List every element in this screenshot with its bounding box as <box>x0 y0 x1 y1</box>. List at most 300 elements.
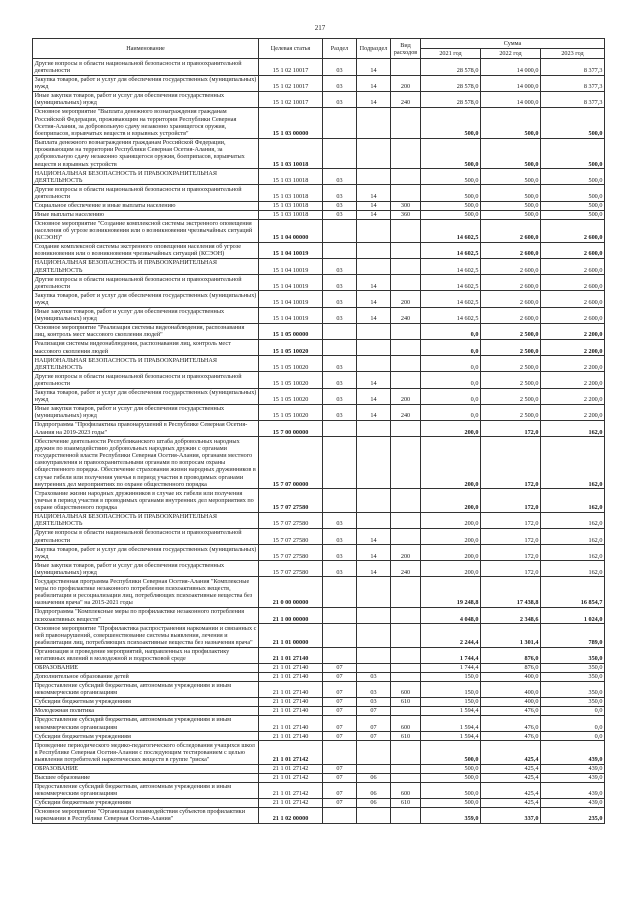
section-cell <box>323 807 357 823</box>
table-row <box>33 608 605 624</box>
amount-2022-cell: 476,0 <box>481 715 541 731</box>
target-article-cell: 15 1 03 10018 <box>259 185 323 201</box>
name-cell: Социальное обеспечение и иные выплаты населению <box>33 201 259 210</box>
amount-2022-cell: 172,0 <box>481 437 541 489</box>
amount-2021-cell: 500,0 <box>421 210 481 219</box>
subsection-cell <box>357 219 391 242</box>
name-cell: Закупка товаров, работ и услуг для обеспечения государственных (муниципальных) нужд <box>33 291 259 307</box>
subsection-cell <box>357 437 391 489</box>
amount-2023-cell: 500,0 <box>541 201 605 210</box>
name-cell: Проведение периодического медико-педагогического обследования учащихся школ в Республике Северная Осетия-Алания с последующим тестированием с целью выявления потребителей наркотических веществ в группе "риска" <box>33 741 259 764</box>
subsection-cell <box>357 624 391 647</box>
target-article-cell: 15 7 07 27580 <box>259 528 323 544</box>
amount-2023-cell: 500,0 <box>541 107 605 138</box>
amount-2021-cell: 1 594,4 <box>421 732 481 741</box>
name-cell: Выплата денежного вознаграждения гражданам Российской Федерации, проживающим на территории Республики Северная Осетия-Алания, за добровольную сдачу незаконно хранящегося оружия, боеприпасов, взрывчатых веществ и взрывных устройств <box>33 138 259 169</box>
amount-2023-cell: 2 200,0 <box>541 340 605 356</box>
section-cell: 03 <box>323 528 357 544</box>
amount-2021-cell: 500,0 <box>421 764 481 773</box>
name-cell: Субсидии бюджетным учреждениям <box>33 798 259 807</box>
section-cell: 07 <box>323 782 357 798</box>
amount-2021-cell: 500,0 <box>421 169 481 185</box>
table-row <box>33 138 605 169</box>
name-cell: Закупка товаров, работ и услуг для обеспечения государственных (муниципальных) нужд <box>33 545 259 561</box>
section-cell: 07 <box>323 698 357 707</box>
section-cell: 03 <box>323 169 357 185</box>
amount-2022-cell: 500,0 <box>481 185 541 201</box>
subsection-cell: 06 <box>357 773 391 782</box>
expense-type-cell <box>391 59 421 75</box>
target-article-cell: 15 7 07 27580 <box>259 561 323 577</box>
table-row <box>33 577 605 608</box>
table-row <box>33 219 605 242</box>
subsection-cell: 14 <box>357 388 391 404</box>
amount-2021-cell: 14 602,5 <box>421 275 481 291</box>
target-article-cell: 21 1 01 27142 <box>259 773 323 782</box>
amount-2023-cell: 2 600,0 <box>541 275 605 291</box>
subsection-cell: 07 <box>357 732 391 741</box>
target-article-cell: 15 1 04 00000 <box>259 219 323 242</box>
expense-type-cell: 610 <box>391 732 421 741</box>
subsection-cell <box>357 764 391 773</box>
table-row <box>33 201 605 210</box>
subsection-cell <box>357 138 391 169</box>
expense-type-cell: 240 <box>391 307 421 323</box>
amount-2022-cell: 2 600,0 <box>481 291 541 307</box>
expense-type-cell <box>391 138 421 169</box>
amount-2023-cell: 2 200,0 <box>541 388 605 404</box>
subsection-cell <box>357 107 391 138</box>
table-row <box>33 741 605 764</box>
subsection-cell: 14 <box>357 91 391 107</box>
subsection-cell <box>357 608 391 624</box>
amount-2021-cell: 0,0 <box>421 372 481 388</box>
expense-type-cell: 240 <box>391 404 421 420</box>
name-cell: Высшее образование <box>33 773 259 782</box>
amount-2022-cell: 172,0 <box>481 561 541 577</box>
expense-type-cell <box>391 577 421 608</box>
section-cell: 03 <box>323 356 357 372</box>
section-cell: 03 <box>323 307 357 323</box>
subsection-cell: 07 <box>357 715 391 731</box>
amount-2022-cell: 2 500,0 <box>481 388 541 404</box>
target-article-cell: 15 1 02 10017 <box>259 91 323 107</box>
name-cell: Страхование жизни народных дружинников в случае их гибели или получения увечья в период участия в проводимых органами внутренних дел мероприятиях по охране общественного порядка <box>33 489 259 512</box>
name-cell: Создание комплексной системы экстренного оповещения населения об угрозе возникновения или о возникновении чрезвычайных ситуаций (КСЭОН) <box>33 242 259 258</box>
amount-2023-cell: 8 377,3 <box>541 75 605 91</box>
table-row <box>33 782 605 798</box>
amount-2022-cell: 17 438,8 <box>481 577 541 608</box>
table-row <box>33 388 605 404</box>
amount-2023-cell: 2 600,0 <box>541 242 605 258</box>
table-row <box>33 647 605 663</box>
amount-2021-cell: 0,0 <box>421 356 481 372</box>
amount-2021-cell: 1 744,4 <box>421 647 481 663</box>
target-article-cell: 15 7 07 00000 <box>259 437 323 489</box>
amount-2022-cell: 425,4 <box>481 798 541 807</box>
amount-2021-cell: 359,0 <box>421 807 481 823</box>
amount-2023-cell: 439,0 <box>541 741 605 764</box>
target-article-cell: 15 1 04 10019 <box>259 275 323 291</box>
table-row <box>33 545 605 561</box>
name-cell: Другие вопросы в области национальной безопасности и правоохранительной деятельности <box>33 372 259 388</box>
amount-2022-cell: 2 500,0 <box>481 356 541 372</box>
target-article-cell: 15 1 03 10018 <box>259 169 323 185</box>
amount-2022-cell: 1 301,4 <box>481 624 541 647</box>
name-cell: Закупка товаров, работ и услуг для обеспечения государственных (муниципальных) нужд <box>33 75 259 91</box>
target-article-cell: 15 7 07 27580 <box>259 489 323 512</box>
table-header <box>33 39 605 59</box>
expense-type-cell <box>391 489 421 512</box>
target-article-cell: 15 7 07 27580 <box>259 512 323 528</box>
amount-2021-cell: 200,0 <box>421 489 481 512</box>
name-cell: Основное мероприятие "Выплата денежного вознаграждения гражданам Российской Федерации, проживающим на территории Республики Северная Осетия-Алания, за добровольную сдачу незаконно хранящегося оружия, боеприпасов, взрывчатых веществ и взрывных устройств" <box>33 107 259 138</box>
subsection-cell <box>357 169 391 185</box>
amount-2022-cell: 476,0 <box>481 732 541 741</box>
amount-2022-cell: 172,0 <box>481 545 541 561</box>
table-row <box>33 732 605 741</box>
expense-type-cell <box>391 773 421 782</box>
name-cell: Иные закупки товаров, работ и услуг для обеспечения государственных (муниципальных) нужд <box>33 307 259 323</box>
header-year-2021: 2021 год <box>421 49 481 59</box>
subsection-cell <box>357 807 391 823</box>
name-cell: Основное мероприятие "Организация взаимодействия субъектов профилактики наркомании в Республике Северная Осетия-Алания" <box>33 807 259 823</box>
subsection-cell <box>357 242 391 258</box>
name-cell: Молодежная политика <box>33 706 259 715</box>
target-article-cell: 15 1 05 10020 <box>259 340 323 356</box>
table-row <box>33 624 605 647</box>
header-year-2022: 2022 год <box>481 49 541 59</box>
section-cell: 07 <box>323 715 357 731</box>
amount-2021-cell: 0,0 <box>421 404 481 420</box>
expense-type-cell <box>391 512 421 528</box>
expense-type-cell: 360 <box>391 210 421 219</box>
name-cell: Предоставление субсидий бюджетным, автономным учреждениям и иным некоммерческим организациям <box>33 782 259 798</box>
section-cell: 07 <box>323 672 357 681</box>
table-row <box>33 169 605 185</box>
name-cell: Иные закупки товаров, работ и услуг для обеспечения государственных (муниципальных) нужд <box>33 404 259 420</box>
amount-2022-cell: 425,4 <box>481 773 541 782</box>
amount-2023-cell: 8 377,3 <box>541 91 605 107</box>
amount-2023-cell: 235,0 <box>541 807 605 823</box>
name-cell: Предоставление субсидий бюджетным, автономным учреждениям и иным некоммерческим организациям <box>33 715 259 731</box>
subsection-cell: 07 <box>357 706 391 715</box>
amount-2023-cell: 16 854,7 <box>541 577 605 608</box>
subsection-cell: 14 <box>357 185 391 201</box>
target-article-cell: 21 1 01 27140 <box>259 706 323 715</box>
section-cell: 03 <box>323 185 357 201</box>
subsection-cell <box>357 512 391 528</box>
amount-2023-cell: 162,0 <box>541 561 605 577</box>
section-cell: 07 <box>323 798 357 807</box>
amount-2021-cell: 28 578,0 <box>421 59 481 75</box>
name-cell: Организация и проведение мероприятий, направленных на профилактику негативных явлений в молодежной и подростковой среде <box>33 647 259 663</box>
target-article-cell: 21 1 01 27142 <box>259 741 323 764</box>
target-article-cell: 21 1 01 27140 <box>259 663 323 672</box>
header-year-2023: 2023 год <box>541 49 605 59</box>
table-row <box>33 698 605 707</box>
target-article-cell: 21 1 01 27140 <box>259 672 323 681</box>
expense-type-cell <box>391 185 421 201</box>
subsection-cell: 14 <box>357 561 391 577</box>
amount-2022-cell: 500,0 <box>481 169 541 185</box>
amount-2021-cell: 500,0 <box>421 107 481 138</box>
amount-2023-cell: 0,0 <box>541 715 605 731</box>
subsection-cell: 06 <box>357 782 391 798</box>
amount-2023-cell: 350,0 <box>541 681 605 697</box>
target-article-cell: 15 7 00 00000 <box>259 420 323 436</box>
name-cell: Предоставление субсидий бюджетным, автономным учреждениям и иным некоммерческим организациям <box>33 681 259 697</box>
table-row <box>33 489 605 512</box>
amount-2021-cell: 14 602,5 <box>421 291 481 307</box>
expense-type-cell <box>391 624 421 647</box>
section-cell <box>323 242 357 258</box>
subsection-cell: 14 <box>357 75 391 91</box>
amount-2022-cell: 500,0 <box>481 138 541 169</box>
target-article-cell: 21 1 02 00000 <box>259 807 323 823</box>
section-cell: 07 <box>323 681 357 697</box>
section-cell <box>323 647 357 663</box>
amount-2021-cell: 14 602,5 <box>421 242 481 258</box>
amount-2021-cell: 500,0 <box>421 798 481 807</box>
name-cell: НАЦИОНАЛЬНАЯ БЕЗОПАСНОСТЬ И ПРАВООХРАНИТЕЛЬНАЯ ДЕЯТЕЛЬНОСТЬ <box>33 169 259 185</box>
expense-type-cell: 600 <box>391 782 421 798</box>
table-row <box>33 307 605 323</box>
section-cell: 03 <box>323 372 357 388</box>
target-article-cell: 15 1 04 10019 <box>259 259 323 275</box>
amount-2023-cell: 439,0 <box>541 798 605 807</box>
expense-type-cell <box>391 706 421 715</box>
subsection-cell: 14 <box>357 404 391 420</box>
amount-2022-cell: 2 500,0 <box>481 340 541 356</box>
expense-type-cell <box>391 340 421 356</box>
subsection-cell <box>357 647 391 663</box>
amount-2023-cell: 2 200,0 <box>541 323 605 339</box>
name-cell: ОБРАЗОВАНИЕ <box>33 764 259 773</box>
table-row <box>33 561 605 577</box>
amount-2022-cell: 876,0 <box>481 647 541 663</box>
table-row <box>33 259 605 275</box>
name-cell: Иные закупки товаров, работ и услуг для обеспечения государственных (муниципальных) нужд <box>33 91 259 107</box>
amount-2021-cell: 0,0 <box>421 340 481 356</box>
section-cell <box>323 138 357 169</box>
target-article-cell: 15 1 03 00000 <box>259 107 323 138</box>
amount-2022-cell: 425,4 <box>481 764 541 773</box>
subsection-cell <box>357 663 391 672</box>
amount-2023-cell: 2 600,0 <box>541 307 605 323</box>
amount-2021-cell: 200,0 <box>421 561 481 577</box>
section-cell <box>323 107 357 138</box>
expense-type-cell <box>391 807 421 823</box>
amount-2022-cell: 2 600,0 <box>481 259 541 275</box>
table-row <box>33 210 605 219</box>
amount-2022-cell: 2 600,0 <box>481 307 541 323</box>
target-article-cell: 15 1 05 10020 <box>259 372 323 388</box>
table-row <box>33 437 605 489</box>
amount-2021-cell: 28 578,0 <box>421 91 481 107</box>
table-row <box>33 242 605 258</box>
expense-type-cell: 600 <box>391 681 421 697</box>
amount-2023-cell: 162,0 <box>541 512 605 528</box>
expense-type-cell: 610 <box>391 798 421 807</box>
name-cell: НАЦИОНАЛЬНАЯ БЕЗОПАСНОСТЬ И ПРАВООХРАНИТЕЛЬНАЯ ДЕЯТЕЛЬНОСТЬ <box>33 356 259 372</box>
table-row <box>33 275 605 291</box>
expense-type-cell: 300 <box>391 201 421 210</box>
section-cell <box>323 323 357 339</box>
amount-2022-cell: 2 600,0 <box>481 219 541 242</box>
amount-2022-cell: 2 500,0 <box>481 323 541 339</box>
amount-2023-cell: 1 024,0 <box>541 608 605 624</box>
amount-2022-cell: 876,0 <box>481 663 541 672</box>
subsection-cell: 03 <box>357 672 391 681</box>
expense-type-cell <box>391 437 421 489</box>
expense-type-cell: 240 <box>391 561 421 577</box>
table-row <box>33 512 605 528</box>
expense-type-cell <box>391 242 421 258</box>
table-row <box>33 323 605 339</box>
amount-2021-cell: 200,0 <box>421 545 481 561</box>
subsection-cell: 14 <box>357 275 391 291</box>
amount-2023-cell: 2 200,0 <box>541 372 605 388</box>
section-cell: 03 <box>323 201 357 210</box>
target-article-cell: 15 1 02 10017 <box>259 75 323 91</box>
target-article-cell: 21 1 01 27142 <box>259 764 323 773</box>
amount-2023-cell: 500,0 <box>541 210 605 219</box>
table-row <box>33 764 605 773</box>
amount-2022-cell: 2 600,0 <box>481 242 541 258</box>
name-cell: ОБРАЗОВАНИЕ <box>33 663 259 672</box>
subsection-cell <box>357 420 391 436</box>
amount-2022-cell: 14 000,0 <box>481 59 541 75</box>
expense-type-cell <box>391 663 421 672</box>
section-cell: 03 <box>323 275 357 291</box>
name-cell: Иные выплаты населению <box>33 210 259 219</box>
amount-2021-cell: 500,0 <box>421 782 481 798</box>
table-body <box>33 59 605 823</box>
name-cell: Другие вопросы в области национальной безопасности и правоохранительной деятельности <box>33 528 259 544</box>
name-cell: Закупка товаров, работ и услуг для обеспечения государственных (муниципальных) нужд <box>33 388 259 404</box>
section-cell: 03 <box>323 291 357 307</box>
amount-2023-cell: 162,0 <box>541 528 605 544</box>
name-cell: Обеспечение деятельности Республиканского штаба добровольных народных дружин по взаимодействию добровольных народных дружин с органами государственной власти Республики Северная Осетия-Алания, органами местного самоуправления и правоохранительными органами по вопросам охраны общественного порядка. Обеспечение страхования жизни народных дружинников в случае гибели или получения увечья в период участия в проводимых органами внутренних дел мероприятиях по охране общественного порядка <box>33 437 259 489</box>
amount-2022-cell: 14 000,0 <box>481 75 541 91</box>
section-cell: 07 <box>323 764 357 773</box>
subsection-cell <box>357 741 391 764</box>
expense-type-cell: 600 <box>391 715 421 731</box>
amount-2021-cell: 14 602,5 <box>421 307 481 323</box>
expense-type-cell: 610 <box>391 698 421 707</box>
amount-2023-cell: 350,0 <box>541 672 605 681</box>
name-cell: Подпрограмма "Профилактика правонарушений в Республике Северная Осетия-Алания на 2019-2023 годы" <box>33 420 259 436</box>
section-cell <box>323 608 357 624</box>
section-cell: 03 <box>323 404 357 420</box>
amount-2022-cell: 172,0 <box>481 512 541 528</box>
subsection-cell: 03 <box>357 698 391 707</box>
expense-type-cell: 200 <box>391 75 421 91</box>
table-row <box>33 75 605 91</box>
table-row <box>33 185 605 201</box>
table-row <box>33 798 605 807</box>
subsection-cell: 14 <box>357 291 391 307</box>
target-article-cell: 15 1 05 00000 <box>259 323 323 339</box>
name-cell: Субсидии бюджетным учреждениям <box>33 698 259 707</box>
target-article-cell: 21 0 00 00000 <box>259 577 323 608</box>
amount-2023-cell: 439,0 <box>541 782 605 798</box>
header-row <box>33 39 605 49</box>
amount-2021-cell: 28 578,0 <box>421 75 481 91</box>
table-row <box>33 340 605 356</box>
table-row <box>33 663 605 672</box>
target-article-cell: 21 1 01 27142 <box>259 782 323 798</box>
amount-2023-cell: 350,0 <box>541 698 605 707</box>
subsection-cell <box>357 356 391 372</box>
amount-2022-cell: 2 500,0 <box>481 404 541 420</box>
name-cell: НАЦИОНАЛЬНАЯ БЕЗОПАСНОСТЬ И ПРАВООХРАНИТЕЛЬНАЯ ДЕЯТЕЛЬНОСТЬ <box>33 512 259 528</box>
target-article-cell: 15 1 04 10019 <box>259 307 323 323</box>
amount-2023-cell: 500,0 <box>541 138 605 169</box>
amount-2022-cell: 2 500,0 <box>481 372 541 388</box>
header-section: Раздел <box>323 39 357 59</box>
amount-2021-cell: 150,0 <box>421 681 481 697</box>
expense-type-cell <box>391 323 421 339</box>
subsection-cell <box>357 340 391 356</box>
expense-type-cell <box>391 741 421 764</box>
amount-2022-cell: 425,4 <box>481 741 541 764</box>
section-cell: 07 <box>323 706 357 715</box>
table-row <box>33 291 605 307</box>
expense-type-cell <box>391 169 421 185</box>
amount-2023-cell: 350,0 <box>541 663 605 672</box>
section-cell: 03 <box>323 388 357 404</box>
section-cell: 07 <box>323 732 357 741</box>
target-article-cell: 15 1 03 10018 <box>259 138 323 169</box>
amount-2021-cell: 2 244,4 <box>421 624 481 647</box>
expense-type-cell <box>391 608 421 624</box>
section-cell: 03 <box>323 59 357 75</box>
table-row <box>33 528 605 544</box>
amount-2021-cell: 150,0 <box>421 672 481 681</box>
name-cell: Основное мероприятие "Профилактика распространения наркомании и связанных с ней правонарушений, совершенствование системы выявления, лечения и реабилитации лиц, потребляющих психоактивные вещества без назначения врача" <box>33 624 259 647</box>
section-cell <box>323 219 357 242</box>
header-name: Наименование <box>33 39 259 59</box>
amount-2023-cell: 789,0 <box>541 624 605 647</box>
header-sum: Сумма <box>421 39 605 49</box>
subsection-cell <box>357 577 391 608</box>
expense-type-cell <box>391 275 421 291</box>
amount-2023-cell: 439,0 <box>541 773 605 782</box>
amount-2022-cell: 476,0 <box>481 706 541 715</box>
name-cell: Реализация системы видеонаблюдения, распознавания лиц, контроль мест массового скопления людей <box>33 340 259 356</box>
section-cell: 03 <box>323 561 357 577</box>
table-row <box>33 404 605 420</box>
name-cell: Основное мероприятие "Реализация системы видеонаблюдения, распознавания лиц, контроль мест массового скопления людей" <box>33 323 259 339</box>
expense-type-cell: 200 <box>391 388 421 404</box>
name-cell: Государственная программа Республики Северная Осетия-Алания "Комплексные меры по профилактике незаконного потребления психоактивных веществ, реабилитации и ресоциализации лиц, потребляющих психоактивные вещества без назначения врача" на 2015-2021 годы <box>33 577 259 608</box>
target-article-cell: 21 1 01 27140 <box>259 647 323 663</box>
amount-2021-cell: 14 602,5 <box>421 259 481 275</box>
target-article-cell: 15 1 05 10020 <box>259 356 323 372</box>
amount-2021-cell: 500,0 <box>421 201 481 210</box>
table-row <box>33 91 605 107</box>
amount-2021-cell: 1 594,4 <box>421 706 481 715</box>
table-row <box>33 773 605 782</box>
amount-2022-cell: 2 600,0 <box>481 275 541 291</box>
amount-2023-cell: 162,0 <box>541 489 605 512</box>
expense-type-cell <box>391 219 421 242</box>
amount-2021-cell: 500,0 <box>421 741 481 764</box>
section-cell <box>323 624 357 647</box>
amount-2022-cell: 425,4 <box>481 782 541 798</box>
